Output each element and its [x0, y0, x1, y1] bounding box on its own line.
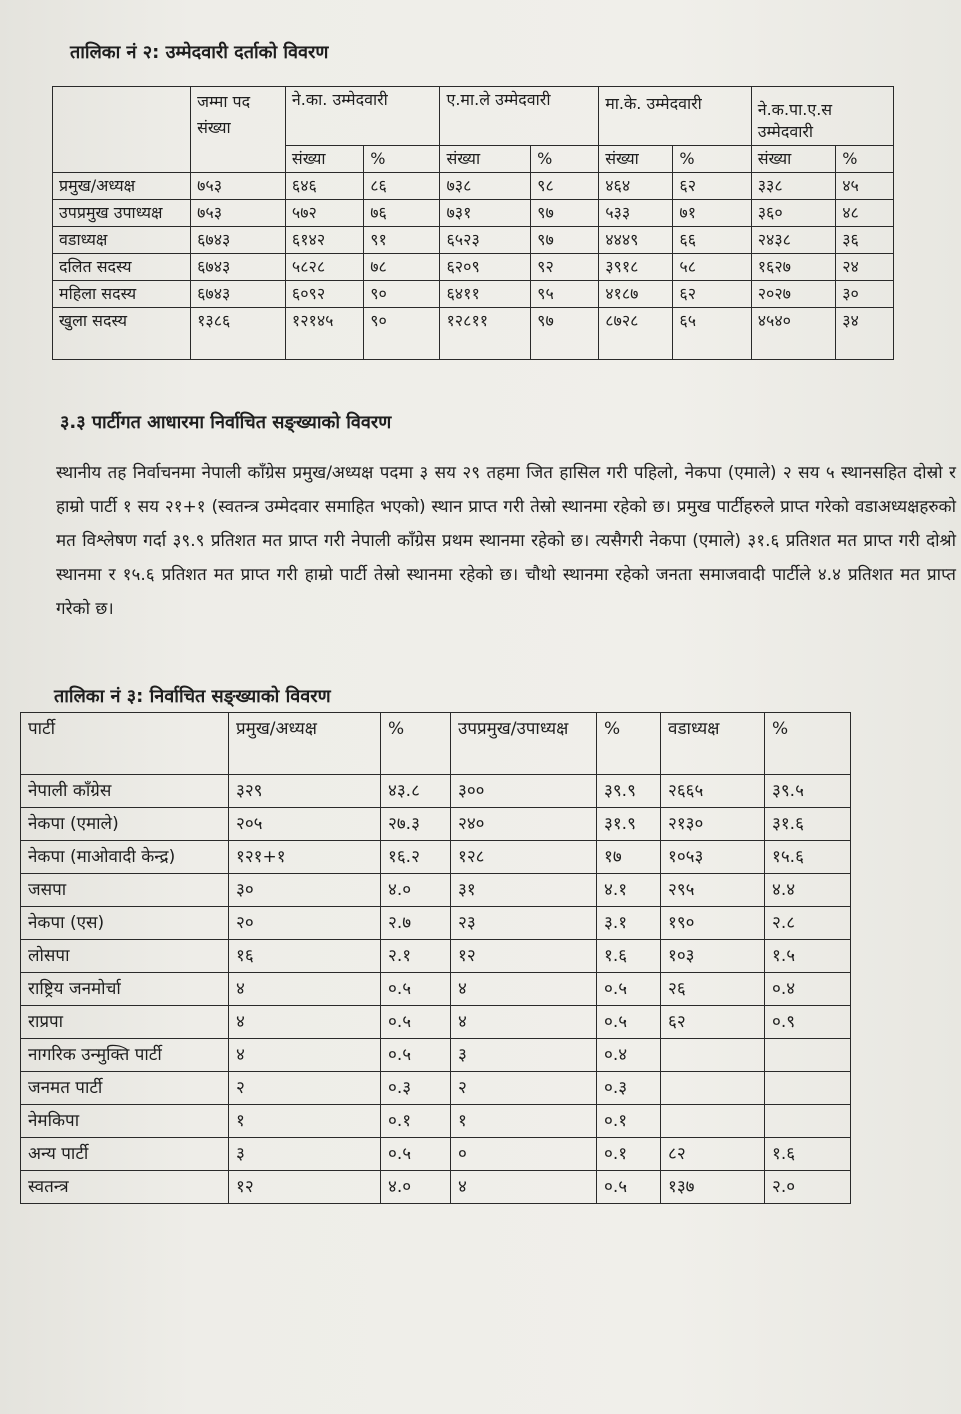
header-ward-chair: वडाध्यक्ष	[661, 713, 765, 775]
table-cell: ३	[451, 1039, 597, 1072]
table-cell: ९०	[364, 308, 440, 360]
table-cell: ४.०	[381, 874, 451, 907]
party-name: नेमकिपा	[21, 1105, 229, 1138]
table-row	[21, 1039, 851, 1072]
party-name: नेपाली काँग्रेस	[21, 775, 229, 808]
section-title: ३.३ पार्टीगत आधारमा निर्वाचित सङ्ख्याको विवरण	[60, 412, 392, 433]
table-cell: ०.१	[597, 1105, 661, 1138]
table-cell	[765, 1072, 851, 1105]
table-cell: १०३	[661, 940, 765, 973]
header-chief-pct: %	[381, 713, 451, 775]
table-cell: ०	[451, 1138, 597, 1171]
subheader-count: संख्या	[285, 146, 363, 173]
table-cell: १६.२	[381, 841, 451, 874]
table-cell: १२८	[451, 841, 597, 874]
table-cell: २३	[451, 907, 597, 940]
table-cell: ३१	[451, 874, 597, 907]
table-cell: ५८२८	[285, 254, 363, 281]
table-cell: ३.१	[597, 907, 661, 940]
table-row	[53, 308, 894, 360]
party-name: जनमत पार्टी	[21, 1072, 229, 1105]
table-cell: ९०	[364, 281, 440, 308]
table-cell: १.६	[597, 940, 661, 973]
table-cell: १९०	[661, 907, 765, 940]
table-cell: ०.४	[765, 973, 851, 1006]
table-cell: ०.३	[597, 1072, 661, 1105]
table-cell: २०५	[229, 808, 381, 841]
table-cell: १	[451, 1105, 597, 1138]
table-cell: १३७	[661, 1171, 765, 1204]
party-name: नागरिक उन्मुक्ति पार्टी	[21, 1039, 229, 1072]
table-cell: १५.६	[765, 841, 851, 874]
table-cell: ९७	[531, 200, 599, 227]
table-row	[21, 1006, 851, 1039]
table-header-row	[21, 713, 851, 775]
table-cell: ७६	[364, 200, 440, 227]
table-cell: ३०	[836, 281, 894, 308]
candidacy-table	[52, 86, 894, 360]
table3-title: तालिका नं ३: निर्वाचित सङ्ख्याको विवरण	[54, 686, 331, 707]
subheader-pct: %	[531, 146, 599, 173]
table-cell: ६५२३	[440, 227, 531, 254]
table-cell: ९१	[364, 227, 440, 254]
table-cell: ६०९२	[285, 281, 363, 308]
table-cell: १३८६	[191, 308, 286, 360]
table-cell: २४३८	[751, 227, 836, 254]
table-cell: ६२०९	[440, 254, 531, 281]
header-total-post: जम्मा पद संख्या	[191, 87, 286, 173]
table-row	[53, 227, 894, 254]
table-cell: ६२	[673, 173, 751, 200]
table-cell: ४८	[836, 200, 894, 227]
table-row	[21, 808, 851, 841]
table-row	[21, 1138, 851, 1171]
table-cell: ४५	[836, 173, 894, 200]
table-cell: ९२	[531, 254, 599, 281]
header-ward-pct: %	[765, 713, 851, 775]
table-cell: ०.५	[381, 973, 451, 1006]
table-cell: ७५३	[191, 200, 286, 227]
party-name: लोसपा	[21, 940, 229, 973]
row-label: प्रमुख/अध्यक्ष	[53, 173, 191, 200]
table-cell: ३९१८	[599, 254, 673, 281]
table-cell: १	[229, 1105, 381, 1138]
subheader-count: संख्या	[751, 146, 836, 173]
party-name: अन्य पार्टी	[21, 1138, 229, 1171]
table-cell: ५३३	[599, 200, 673, 227]
table-row	[21, 907, 851, 940]
table-row	[21, 973, 851, 1006]
party-name: स्वतन्त्र	[21, 1171, 229, 1204]
table-cell: २.०	[765, 1171, 851, 1204]
table-cell: १०५३	[661, 841, 765, 874]
header-ncps: ने.क.पा.ए.स उम्मेदवारी	[751, 87, 893, 146]
table-row	[21, 940, 851, 973]
table-cell	[765, 1105, 851, 1138]
table-cell: ०.१	[381, 1105, 451, 1138]
table-row	[21, 874, 851, 907]
table-cell: ६१४२	[285, 227, 363, 254]
table-cell: ४	[229, 1006, 381, 1039]
party-name: नेकपा (एस)	[21, 907, 229, 940]
table-cell: ३१.६	[765, 808, 851, 841]
table-cell: १२	[451, 940, 597, 973]
table-cell: ९५	[531, 281, 599, 308]
table-row	[53, 173, 894, 200]
table-cell: ८६	[364, 173, 440, 200]
subheader-count: संख्या	[599, 146, 673, 173]
table-cell: ३९.९	[597, 775, 661, 808]
table-cell: ८७२८	[599, 308, 673, 360]
table-cell	[661, 1039, 765, 1072]
table-cell: २	[451, 1072, 597, 1105]
subheader-pct: %	[836, 146, 894, 173]
table-cell: ३१.९	[597, 808, 661, 841]
table-cell: २०२७	[751, 281, 836, 308]
party-name: जसपा	[21, 874, 229, 907]
table-cell: ७१	[673, 200, 751, 227]
table-cell: ३२९	[229, 775, 381, 808]
table-cell: २९५	[661, 874, 765, 907]
table-cell: २४०	[451, 808, 597, 841]
table-cell: ०.५	[381, 1039, 451, 1072]
table-cell: ०.५	[381, 1006, 451, 1039]
table-cell: ०.५	[597, 1006, 661, 1039]
table-cell: ३३८	[751, 173, 836, 200]
table-cell: १२१४५	[285, 308, 363, 360]
table-cell: १२१+१	[229, 841, 381, 874]
table-cell: १६२७	[751, 254, 836, 281]
table-cell: ०.१	[597, 1138, 661, 1171]
subheader-pct: %	[673, 146, 751, 173]
table-cell: ३६	[836, 227, 894, 254]
table-cell: ५८	[673, 254, 751, 281]
header-maoist: मा.के. उम्मेदवारी	[599, 87, 752, 146]
table-cell: २	[229, 1072, 381, 1105]
header-party: पार्टी	[21, 713, 229, 775]
table-cell: ४३.८	[381, 775, 451, 808]
table2-title: तालिका नं २: उम्मेदवारी दर्ताको विवरण	[70, 42, 329, 63]
table-cell: ४.४	[765, 874, 851, 907]
header-deputy-pct: %	[597, 713, 661, 775]
table-cell: २०	[229, 907, 381, 940]
party-name: राष्ट्रिय जनमोर्चा	[21, 973, 229, 1006]
table-cell	[765, 1039, 851, 1072]
table-cell: ५७२	[285, 200, 363, 227]
table-cell: १६	[229, 940, 381, 973]
table-cell: ६४६	[285, 173, 363, 200]
table-cell	[661, 1105, 765, 1138]
table-cell: ९८	[531, 173, 599, 200]
row-label: दलित सदस्य	[53, 254, 191, 281]
subheader-pct: %	[364, 146, 440, 173]
table-cell: ४४४९	[599, 227, 673, 254]
table-cell: २७.३	[381, 808, 451, 841]
table-cell: २.१	[381, 940, 451, 973]
table-cell: ०.५	[597, 973, 661, 1006]
party-name: राप्रपा	[21, 1006, 229, 1039]
table-row	[21, 841, 851, 874]
party-name: नेकपा (एमाले)	[21, 808, 229, 841]
table-cell: ४	[451, 1006, 597, 1039]
table-cell: ६२	[673, 281, 751, 308]
table-cell: २.८	[765, 907, 851, 940]
candidacy-table-body	[53, 87, 894, 360]
table-row	[53, 281, 894, 308]
table-cell: ४	[451, 973, 597, 1006]
table-cell: ४	[229, 973, 381, 1006]
header-deputy: उपप्रमुख/उपाध्यक्ष	[451, 713, 597, 775]
table-cell: ०.३	[381, 1072, 451, 1105]
header-uml: ए.मा.ले उम्मेदवारी	[440, 87, 599, 146]
table-row	[53, 254, 894, 281]
table-header-row	[53, 87, 894, 146]
table-cell: १२	[229, 1171, 381, 1204]
table-cell: ६२	[661, 1006, 765, 1039]
table-cell: ०.५	[597, 1171, 661, 1204]
table-cell: ७३१	[440, 200, 531, 227]
table-cell	[661, 1072, 765, 1105]
table-cell: २४	[836, 254, 894, 281]
row-label: महिला सदस्य	[53, 281, 191, 308]
table-cell: १२८११	[440, 308, 531, 360]
table-row	[21, 1171, 851, 1204]
table-cell: २६	[661, 973, 765, 1006]
table-cell: ३	[229, 1138, 381, 1171]
table-cell: ४.१	[597, 874, 661, 907]
summary-paragraph: स्थानीय तह निर्वाचनमा नेपाली काँग्रेस प्रमुख/अध्यक्ष पदमा ३ सय २९ तहमा जित हासिल गरी पहिलो, नेकपा (एमाले) २ सय ५ स्थानसहित दोस्रो र हाम्रो पार्टी १ सय २१+१ (स्वतन्त्र उम्मेदवार समाहित भएको) स्थान प्राप्त गरी तेस्रो स्थानमा रहेको छ। प्रमुख पार्टीहरुले प्राप्त गरेको वडाअध्यक्षहरुको मत विश्लेषण गर्दा ३९.९ प्रतिशत मत प्राप्त गरी नेपाली काँग्रेस प्रथम स्थानमा रहेको छ। त्यसैगरी नेकपा (एमाले) ३१.६ प्रतिशत मत प्राप्त गरी दोश्रो स्थानमा र १५.६ प्रतिशत मत प्राप्त गरी हाम्रो पार्टी तेस्रो स्थानमा रहेको छ। चौथो स्थानमा रहेको जनता समाजवादी पार्टीले ४.४ प्रतिशत मत प्राप्त गरेको छ।	[56, 463, 956, 619]
table-cell: २१३०	[661, 808, 765, 841]
table-row	[21, 1072, 851, 1105]
table-cell: ४१८७	[599, 281, 673, 308]
table-cell: ८२	[661, 1138, 765, 1171]
table-cell: ६६	[673, 227, 751, 254]
table-cell: ६७४३	[191, 281, 286, 308]
row-label: उपप्रमुख उपाध्यक्ष	[53, 200, 191, 227]
table-cell: ७८	[364, 254, 440, 281]
subheader-count: संख्या	[440, 146, 531, 173]
table-cell: ६४११	[440, 281, 531, 308]
table-cell: ०.४	[597, 1039, 661, 1072]
table-cell: ६७४३	[191, 254, 286, 281]
table-cell: ०.९	[765, 1006, 851, 1039]
table-cell: ३००	[451, 775, 597, 808]
table-cell: ३६०	[751, 200, 836, 227]
party-name: नेकपा (माओवादी केन्द्र)	[21, 841, 229, 874]
table-cell: ९७	[531, 227, 599, 254]
table-row	[53, 200, 894, 227]
table-cell: १७	[597, 841, 661, 874]
header-chief: प्रमुख/अध्यक्ष	[229, 713, 381, 775]
table-cell: ३०	[229, 874, 381, 907]
elected-table-body	[21, 713, 851, 1204]
table-cell: ४५४०	[751, 308, 836, 360]
table-cell: ४.०	[381, 1171, 451, 1204]
table-cell: ७५३	[191, 173, 286, 200]
table-cell: ६७४३	[191, 227, 286, 254]
table-cell: ४	[451, 1171, 597, 1204]
table-cell: ३४	[836, 308, 894, 360]
table-cell: १.६	[765, 1138, 851, 1171]
table-cell: ३९.५	[765, 775, 851, 808]
row-label: वडाध्यक्ष	[53, 227, 191, 254]
header-nc: ने.का. उम्मेदवारी	[285, 87, 440, 146]
table-cell: ७३८	[440, 173, 531, 200]
table-cell: ४	[229, 1039, 381, 1072]
table-cell: ९७	[531, 308, 599, 360]
row-label: खुला सदस्य	[53, 308, 191, 360]
header-post	[53, 87, 191, 173]
table-cell: ६५	[673, 308, 751, 360]
table-row	[21, 1105, 851, 1138]
table-row	[21, 775, 851, 808]
table-cell: २६६५	[661, 775, 765, 808]
table-cell: १.५	[765, 940, 851, 973]
elected-table	[20, 712, 851, 1204]
table-cell: ४६४	[599, 173, 673, 200]
table-cell: ०.५	[381, 1138, 451, 1171]
table-cell: २.७	[381, 907, 451, 940]
